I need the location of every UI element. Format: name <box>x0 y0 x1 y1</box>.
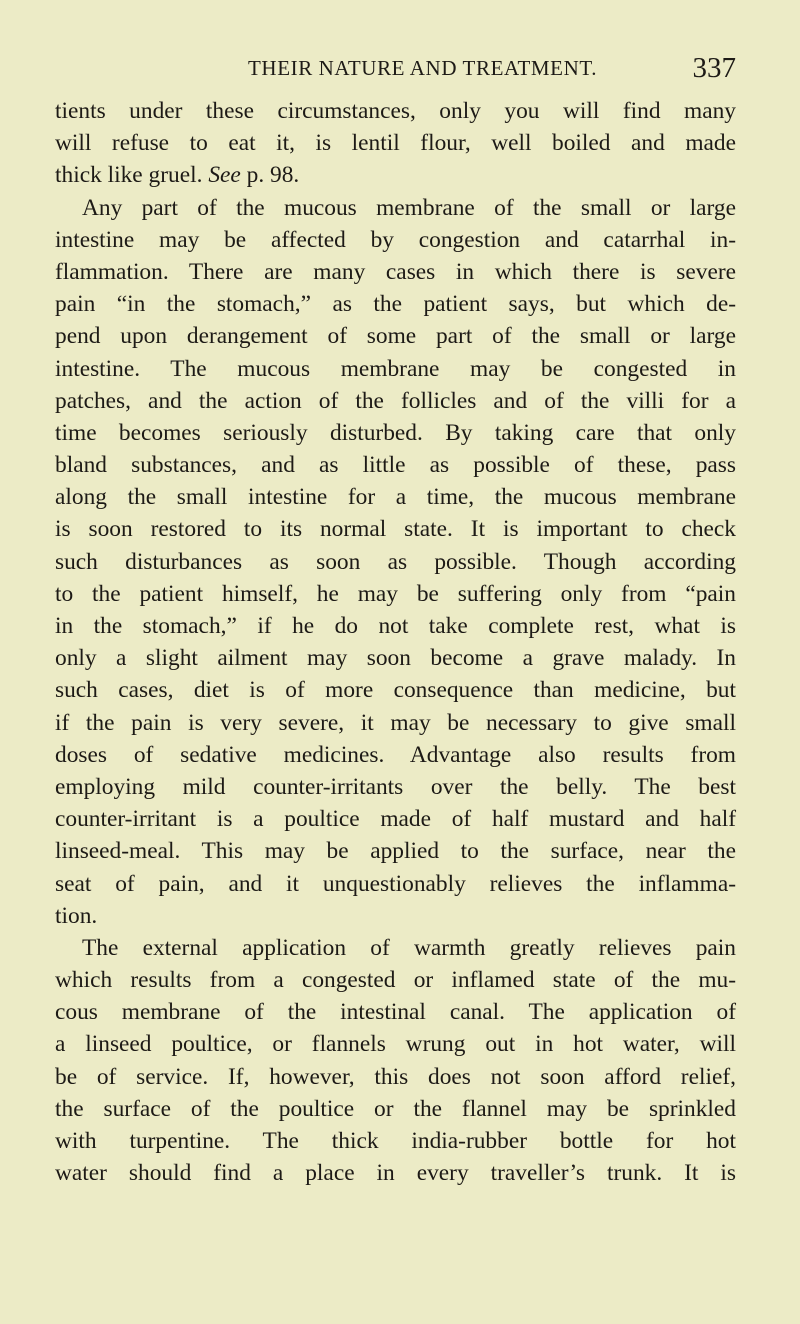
text-line: is soon restored to its normal state. It is important to check <box>55 516 736 543</box>
text-line: intestine. The mucous membrane may be congested in <box>55 355 736 382</box>
text-line: seat of pain, and it unquestionably relieves the inflamma- <box>55 870 736 897</box>
text-line: if the pain is very severe, it may be necessary to give small <box>55 709 736 736</box>
text-line: only a slight ailment may soon become a grave malady. In <box>55 645 736 672</box>
text-line: which results from a congested or inflamed state of the mu- <box>55 967 736 994</box>
text-line: will refuse to eat it, is lentil flour, well boiled and made <box>55 130 736 157</box>
running-title: THEIR NATURE AND TREATMENT. <box>248 56 598 80</box>
text-line: such disturbances as soon as possible. Though according <box>55 548 736 575</box>
paragraph-start-line: Any part of the mucous membrane of the small or large <box>82 194 736 221</box>
text-line: employing mild counter-irritants over the belly. The best <box>55 773 736 800</box>
text-line: linseed-meal. This may be applied to the surface, near the <box>55 838 736 865</box>
page-number: 337 <box>692 52 736 84</box>
text-line: counter-irritant is a poultice made of half mustard and half <box>55 806 736 833</box>
text-line: tion. <box>55 902 98 929</box>
text-line: such cases, diet is of more consequence than medicine, but <box>55 677 736 704</box>
text-line: flammation. There are many cases in which there is severe <box>55 258 736 285</box>
text-line: along the small intestine for a time, the mucous membrane <box>55 484 736 511</box>
text-line: water should find a place in every traveller’s trunk. It is <box>55 1160 736 1187</box>
page-reference: p. 98. <box>246 162 300 189</box>
text-line: time becomes seriously disturbed. By taking care that only <box>55 419 736 446</box>
see-reference: See <box>208 162 241 189</box>
text-line: in the stomach,” if he do not take complete rest, what is <box>55 613 736 639</box>
running-head <box>96 50 736 90</box>
text-line: pain “in the stomach,” as the patient says, but which de- <box>55 291 736 318</box>
text-line: intestine may be affected by congestion and catarrhal in- <box>55 226 736 253</box>
text-line: the surface of the poultice or the flannel may be sprinkled <box>55 1095 736 1122</box>
text-line: a linseed poultice, or flannels wrung out in hot water, will <box>55 1031 736 1058</box>
text-line: be of service. If, however, this does not soon afford relief, <box>55 1063 736 1090</box>
text-line <box>55 159 736 191</box>
paragraph-start-line: The external application of warmth greatly relieves pain <box>82 934 736 961</box>
text-line: cous membrane of the intestinal canal. The application of <box>55 999 736 1026</box>
text-line: bland substances, and as little as possible of these, pass <box>55 452 736 479</box>
text-line: with turpentine. The thick india-rubber bottle for hot <box>55 1128 736 1154</box>
text-line: doses of sedative medicines. Advantage also results from <box>55 741 736 768</box>
text-segment: thick like gruel. <box>55 162 203 189</box>
text-line: tients under these circumstances, only you will find many <box>55 98 736 124</box>
body-text <box>55 95 736 1189</box>
text-line: to the patient himself, he may be suffering only from “pain <box>55 580 736 607</box>
text-line: patches, and the action of the follicles and of the villi for a <box>55 387 736 414</box>
text-line: pend upon derangement of some part of the small or large <box>55 323 736 350</box>
